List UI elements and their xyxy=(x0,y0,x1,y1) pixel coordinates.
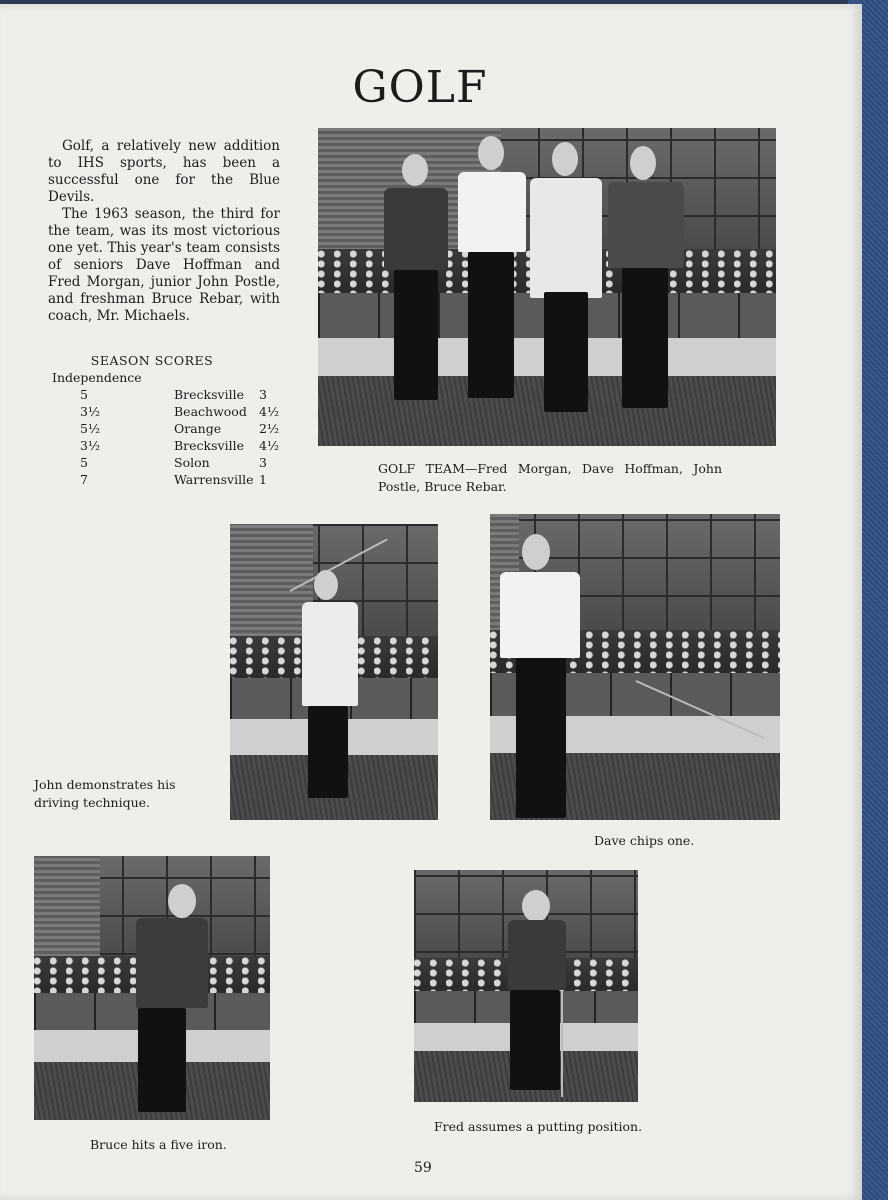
fred-photo xyxy=(414,870,638,1102)
score-row xyxy=(52,471,292,488)
john-photo xyxy=(230,524,438,820)
team-photo-caption: GOLF TEAM—Fred Morgan, Dave Hoffman, John Postle, Bruce Rebar. xyxy=(378,461,722,494)
dave-photo xyxy=(490,514,780,820)
score-opponent: Beachwood xyxy=(174,404,247,419)
score-ind: 5 xyxy=(80,387,88,402)
score-ind: 3½ xyxy=(80,404,101,419)
bruce-photo xyxy=(34,856,270,1120)
bruce-photo-caption: Bruce hits a five iron. xyxy=(90,1137,227,1152)
score-opponent: Brecksville xyxy=(174,438,245,453)
score-row xyxy=(52,437,292,454)
score-ind: 5 xyxy=(80,455,88,470)
team-photo xyxy=(318,128,776,446)
intro-paragraph-1: Golf, a relatively new addition to IHS sports, has been a successful one for the Blue Devils. xyxy=(48,138,280,205)
score-row xyxy=(52,420,292,437)
score-opp: 3 xyxy=(259,455,267,470)
score-opponent: Warrensville xyxy=(174,472,254,487)
score-opponent: Orange xyxy=(174,421,222,436)
john-photo-caption: John demonstrates his driving technique. xyxy=(34,777,176,810)
season-scores xyxy=(52,352,292,488)
fred-photo-caption: Fred assumes a putting position. xyxy=(434,1119,643,1134)
score-opp: 4½ xyxy=(259,438,280,453)
score-opponent: Brecksville xyxy=(174,387,245,402)
score-row xyxy=(52,454,292,471)
score-opponent: Solon xyxy=(174,455,210,470)
page-title: GOLF xyxy=(352,62,488,113)
score-ind: 7 xyxy=(80,472,88,487)
page-number: 59 xyxy=(414,1160,432,1176)
dave-photo-caption: Dave chips one. xyxy=(594,833,695,848)
score-opp: 4½ xyxy=(259,404,280,419)
intro-text xyxy=(48,138,280,325)
team-label: Independence xyxy=(52,370,142,385)
score-opp: 1 xyxy=(259,472,267,487)
score-row xyxy=(52,403,292,420)
score-row xyxy=(52,386,292,403)
yearbook-page xyxy=(0,4,862,1200)
score-opp: 2½ xyxy=(259,421,280,436)
season-scores-heading: SEASON SCORES xyxy=(90,353,214,368)
score-ind: 3½ xyxy=(80,438,101,453)
score-ind: 5½ xyxy=(80,421,101,436)
score-opp: 3 xyxy=(259,387,267,402)
intro-paragraph-2: The 1963 season, the third for the team, was its most victorious one yet. This year's team consists of seniors Dave Hoffman and Fred Morgan, junior John Postle, and freshman Bruce Rebar, with coach, Mr. Michaels. xyxy=(48,206,280,324)
